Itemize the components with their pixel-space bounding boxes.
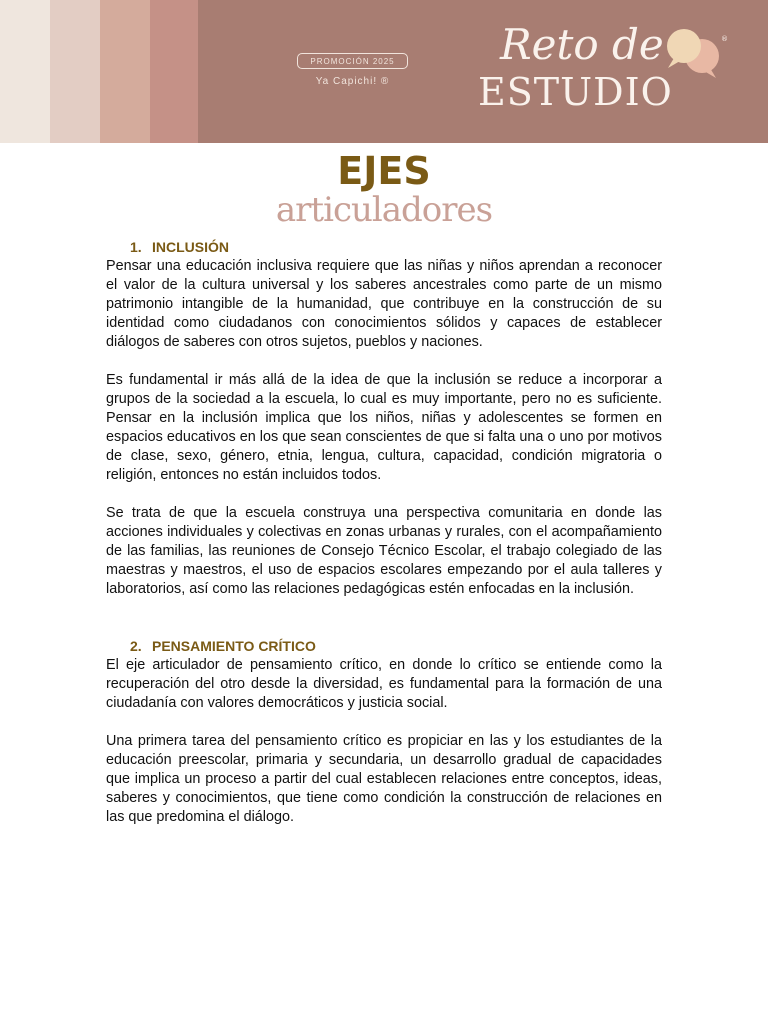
color-swatch xyxy=(50,0,100,143)
promo-badge: PROMOCIÓN 2025 xyxy=(297,53,408,69)
color-swatch xyxy=(0,0,50,143)
paragraph: El eje articulador de pensamiento crítico, en donde lo crítico se entiende como la recuperación del otro desde la diversidad, es fundamental para la formación de una ciudadanía con valores democráticos y justicia social. xyxy=(106,657,662,711)
page-title: EJES xyxy=(337,149,431,193)
paragraph: Es fundamental ir más allá de la idea de que la inclusión se reduce a incorporar a grupos de la sociedad a la escuela, lo cual es muy importante, pero no es suficiente. Pensar en la inclusión implica que los niños, niñas y adolescentes se formen en espacios educativos en los que sean conscientes de que si falta una o uno por motivos de clase, sexo, género, etnia, lengua, cultura, capacidad, condición migratoria o religión, entonces no están incluidos todos. xyxy=(106,372,662,483)
header-banner xyxy=(0,0,768,143)
logo-line-2: ESTUDIO xyxy=(478,70,673,114)
promo-tagline: Ya Capichi! ® xyxy=(315,76,390,87)
document-body xyxy=(106,238,662,827)
color-swatch xyxy=(150,0,198,143)
color-swatch xyxy=(100,0,150,143)
speech-bubbles-icon xyxy=(660,26,732,84)
paragraph: Pensar una educación inclusiva requiere que las niñas y niños aprendan a reconocer el valor de la cultura universal y los saberes ancestrales como parte de un mismo patrimonio intangible de la humanidad, que contribuye en la construcción de su identidad como ciudadanos con conocimientos sólidos y capaces de establecer diálogos de saberes con otros sujetos, pueblos y naciones. xyxy=(106,258,662,350)
section-heading-critical-thinking xyxy=(106,637,662,656)
paragraph: Se trata de que la escuela construya una perspectiva comunitaria en donde las acciones individuales y colectivas en zonas urbanas y rurales, con el acompañamiento de las familias, las reuniones de Consejo Técnico Escolar, el trabajo colegiado de las maestras y maestros, el uso de espacios escolares empezando por el aula talleres y laboratorios, así como las relaciones pedagógicas estén enfocadas en la inclusión. xyxy=(106,505,662,597)
section-number: 2. xyxy=(130,638,142,654)
svg-text:®: ® xyxy=(721,35,728,43)
page-subtitle: articuladores xyxy=(275,190,493,230)
section-title: INCLUSIÓN xyxy=(152,239,229,255)
section-title: PENSAMIENTO CRÍTICO xyxy=(152,638,316,654)
section-heading-inclusion xyxy=(106,238,662,257)
paragraph: Una primera tarea del pensamiento crítico es propiciar en las y los estudiantes de la educación preescolar, primaria y secundaria, un desarrollo gradual de capacidades que implica un proceso a partir del cual establecen relaciones entre conceptos, ideas, saberes y conocimientos, que tiene como condición la construcción de relaciones en las que predomina el diálogo. xyxy=(106,733,662,825)
logo-line-1: Reto de xyxy=(500,20,664,69)
section-number: 1. xyxy=(130,239,142,255)
